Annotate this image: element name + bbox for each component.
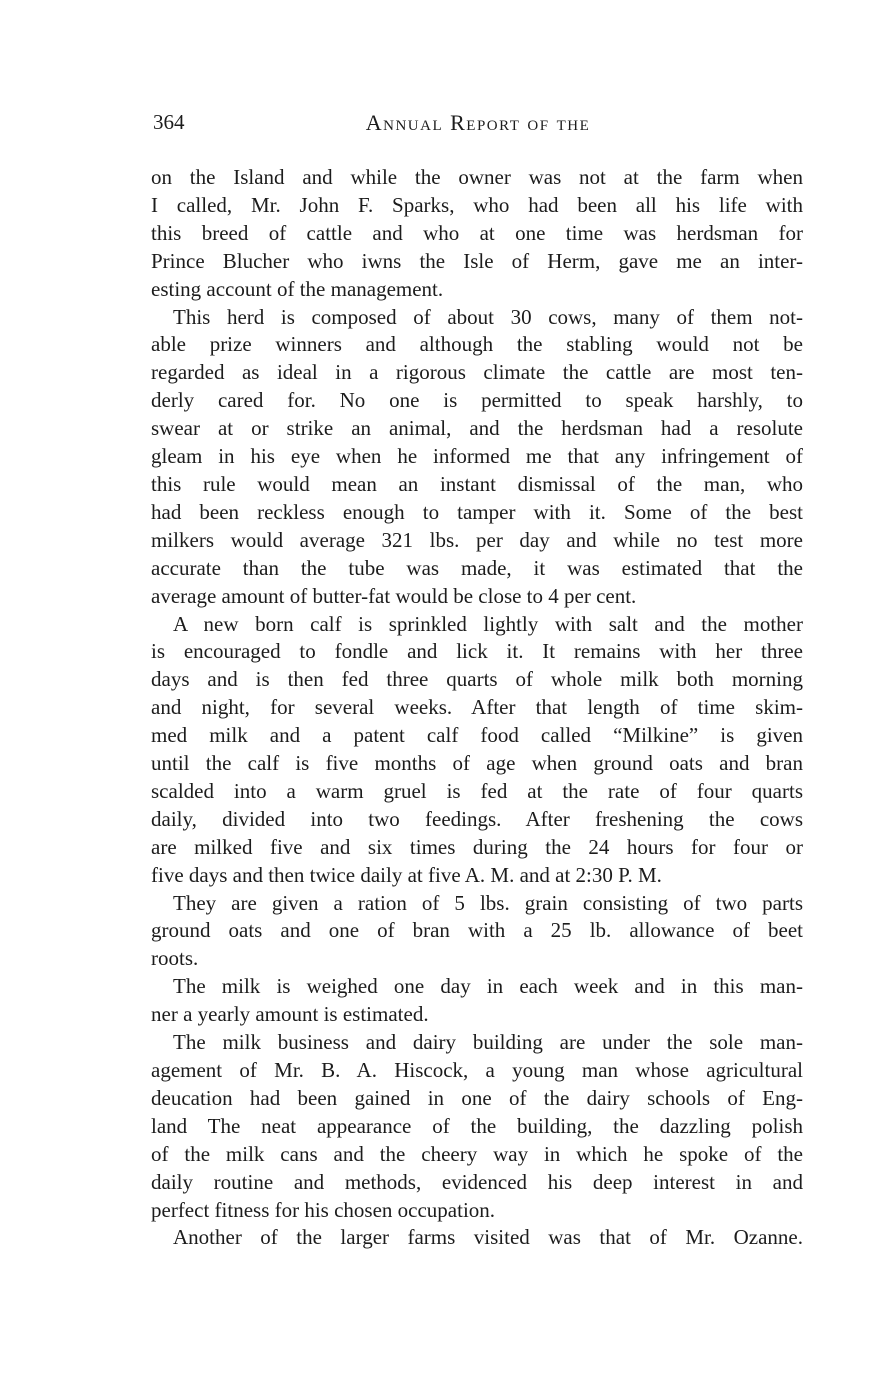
text-line: The milk business and dairy building are under the sole man- xyxy=(173,1030,803,1055)
paragraph-1 xyxy=(151,164,803,304)
page-number: 364 xyxy=(153,110,185,134)
paragraph-6 xyxy=(151,1029,803,1224)
text-line: land The neat appearance of the building, the dazzling polish xyxy=(151,1113,803,1138)
text-line: is encouraged to fondle and lick it. It remains with her three xyxy=(151,639,803,664)
body-text xyxy=(151,164,803,1252)
text-line: derly cared for. No one is permitted to speak harshly, to xyxy=(151,388,803,413)
text-line: accurate than the tube was made, it was estimated that the xyxy=(151,555,803,580)
text-line: had been reckless enough to tamper with it. Some of the best xyxy=(151,499,803,524)
text-line: scalded into a warm gruel is fed at the rate of four quarts xyxy=(151,778,803,803)
text-line: this rule would mean an instant dismissal of the man, who xyxy=(151,471,803,496)
running-head: Annual Report of the xyxy=(365,110,591,135)
text-line: The milk is weighed one day in each week and in this man- xyxy=(173,974,803,999)
paragraph-7 xyxy=(151,1224,803,1252)
text-line: this breed of cattle and who at one time was herdsman for xyxy=(151,220,803,245)
paragraph-4 xyxy=(151,890,803,974)
text-line: Another of the larger farms visited was that of Mr. Ozanne. xyxy=(173,1225,803,1250)
text-line: of the milk cans and the cheery way in which he spoke of the xyxy=(151,1141,803,1166)
text-line: and night, for several weeks. After that length of time skim- xyxy=(151,695,803,720)
text-line: milkers would average 321 lbs. per day and while no test more xyxy=(151,527,803,552)
text-line: ground oats and one of bran with a 25 lb. allowance of beet xyxy=(151,918,803,943)
text-line: Prince Blucher who iwns the Isle of Herm, gave me an inter- xyxy=(151,248,803,273)
text-line: able prize winners and although the stabling would not be xyxy=(151,332,803,357)
text-line: five days and then twice daily at five A. M. and at 2:30 P. M. xyxy=(151,862,662,887)
text-line: regarded as ideal in a rigorous climate the cattle are most ten- xyxy=(151,360,803,385)
text-line: deucation had been gained in one of the dairy schools of Eng- xyxy=(151,1085,803,1110)
text-line: days and is then fed three quarts of whole milk both morning xyxy=(151,667,803,692)
text-line: perfect fitness for his chosen occupation. xyxy=(151,1197,496,1222)
page-header xyxy=(153,110,803,140)
text-line: are milked five and six times during the 24 hours for four or xyxy=(151,834,803,859)
text-line: They are given a ration of 5 lbs. grain consisting of two parts xyxy=(173,890,803,915)
text-line: on the Island and while the owner was not at the farm when xyxy=(151,165,803,189)
text-line: ner a yearly amount is estimated. xyxy=(151,1002,429,1027)
text-line: swear at or strike an animal, and the herdsman had a resolute xyxy=(151,416,803,441)
text-line: roots. xyxy=(151,946,199,971)
text-line: daily routine and methods, evidenced his deep interest in and xyxy=(151,1169,803,1194)
text-line: until the calf is five months of age when ground oats and bran xyxy=(151,751,803,776)
text-line: esting account of the management. xyxy=(151,276,444,301)
text-line: daily, divided into two feedings. After freshening the cows xyxy=(151,806,803,831)
text-line: med milk and a patent calf food called “Milkine” is given xyxy=(151,723,803,748)
paragraph-3 xyxy=(151,611,803,890)
text-line: This herd is composed of about 30 cows, many of them not- xyxy=(173,304,803,329)
paragraph-5 xyxy=(151,973,803,1029)
text-line: gleam in his eye when he informed me that any infringement of xyxy=(151,444,803,469)
text-line: A new born calf is sprinkled lightly with salt and the mother xyxy=(173,611,803,636)
text-line: I called, Mr. John F. Sparks, who had been all his life with xyxy=(151,192,803,217)
text-line: agement of Mr. B. A. Hiscock, a young man whose agricultural xyxy=(151,1058,803,1082)
paragraph-2 xyxy=(151,304,803,611)
text-line: average amount of butter-fat would be close to 4 per cent. xyxy=(151,583,637,608)
